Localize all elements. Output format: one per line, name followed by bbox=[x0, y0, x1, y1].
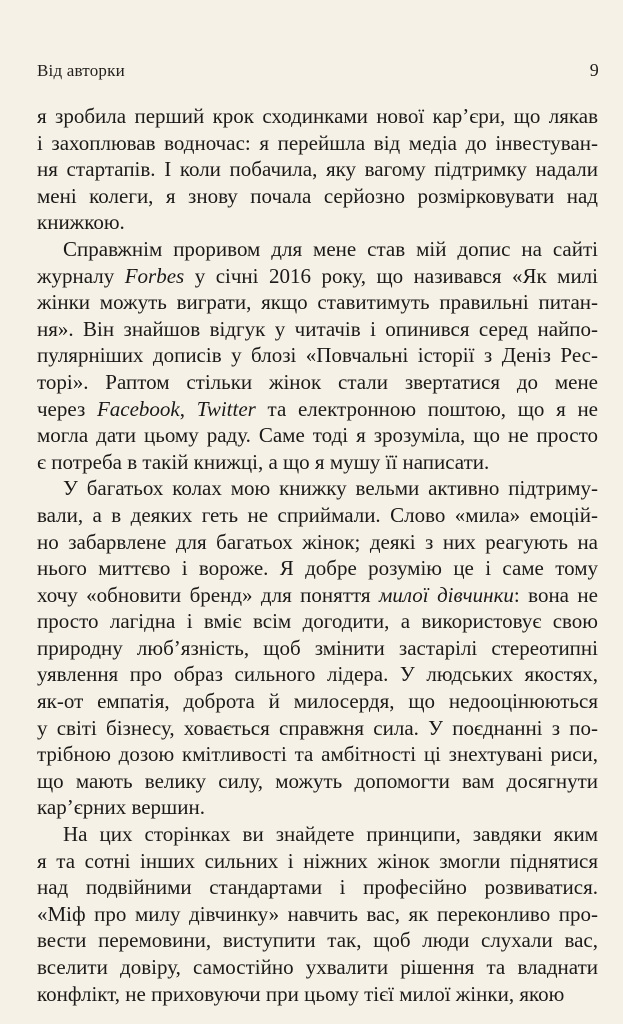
text-run: хочу «обновити бренд» для поняття bbox=[37, 582, 379, 607]
text-line bbox=[37, 156, 598, 183]
text-run: над подвійними стандартами і професійно розвиватися. bbox=[37, 875, 598, 900]
text-run: жінки можуть виграти, якщо ставитимуть правильні питан- bbox=[37, 290, 598, 315]
paragraph bbox=[37, 475, 598, 821]
paragraph bbox=[37, 236, 598, 475]
italic-text: Forbes bbox=[124, 263, 185, 288]
text-run: но забарвлене для багатьох жінок; деякі з них реагують на bbox=[37, 529, 598, 554]
text-line bbox=[37, 901, 598, 928]
text-line bbox=[37, 422, 598, 449]
text-line bbox=[37, 821, 598, 848]
text-line bbox=[37, 715, 598, 742]
text-run: через bbox=[37, 396, 97, 421]
text-run: вселити довіру, самостійно ухвалити рішення та владнати bbox=[37, 955, 598, 979]
text-line bbox=[37, 263, 598, 290]
text-line bbox=[37, 502, 598, 529]
text-run: уявлення про образ сильного лідера. У людських якостях, bbox=[37, 662, 598, 687]
text-line bbox=[37, 981, 598, 1008]
text-run: у січні 2016 року, що називався «Як милі bbox=[184, 263, 598, 288]
text-run: як-от емпатія, доброта й милосердя, що недооцінюються bbox=[37, 689, 598, 714]
italic-text: Facebook bbox=[96, 396, 180, 421]
text-line bbox=[37, 183, 598, 210]
text-line bbox=[37, 475, 598, 502]
text-line bbox=[37, 555, 598, 582]
text-run: журналу bbox=[37, 263, 125, 288]
text-run: кар’єрних вершин. bbox=[37, 795, 205, 820]
paragraph bbox=[37, 821, 598, 1007]
text-run: торі». Раптом стільки жінок стали звертатися до мене bbox=[37, 369, 598, 394]
text-line bbox=[37, 369, 598, 396]
text-line bbox=[37, 130, 598, 157]
text-line bbox=[37, 874, 598, 901]
text-line bbox=[37, 396, 598, 423]
text-line bbox=[37, 582, 598, 609]
text-run: пулярніших дописів у блозі «Повчальні історії з Деніз Рес- bbox=[37, 343, 598, 368]
text-line bbox=[37, 794, 598, 821]
text-line bbox=[37, 316, 598, 343]
text-run: вали, а в деяких геть не сприймали. Слово «мила» емоцій- bbox=[37, 502, 598, 527]
text-line bbox=[37, 741, 598, 768]
text-run: та електронною поштою, що я не bbox=[255, 396, 599, 421]
text-line bbox=[37, 768, 598, 795]
text-run: ня». Він знайшов відгук у читачів і опинився серед найпо- bbox=[37, 316, 598, 341]
text-run: я та сотні інших сильних і ніжних жінок змогли піднятися bbox=[37, 848, 598, 873]
text-run: Справжнім проривом для мене став мій допис на сайті bbox=[63, 236, 598, 261]
text-line bbox=[37, 635, 598, 662]
text-line bbox=[37, 342, 598, 369]
text-run: що мають велику силу, можуть допомогти вам досягнути bbox=[37, 768, 598, 793]
text-line bbox=[37, 529, 598, 556]
text-line bbox=[37, 289, 598, 316]
text-run: просто лагідна і вміє всім догодити, а використовує свою bbox=[37, 609, 598, 634]
text-run: природну люб’язність, щоб змінити застарілі стереотипні bbox=[37, 635, 598, 660]
text-line bbox=[37, 608, 598, 635]
text-run: трібною дозою кмітливості та амбітності ці знехтувані риси, bbox=[37, 742, 598, 767]
text-run: : вона не bbox=[513, 582, 598, 607]
text-run: я зробила перший крок сходинками нової кар’єри, що лякав bbox=[37, 104, 598, 128]
italic-text: милої дівчинки bbox=[378, 582, 514, 607]
text-line bbox=[37, 927, 598, 954]
text-line bbox=[37, 848, 598, 875]
body-text bbox=[37, 103, 598, 1007]
text-run: є потреба в такій книжці, а що я мушу її написати. bbox=[37, 449, 490, 474]
text-run: книжкою. bbox=[37, 210, 125, 235]
text-line bbox=[37, 449, 598, 476]
text-line bbox=[37, 661, 598, 688]
text-run: могла дати цьому раду. Саме тоді я зрозуміла, що не просто bbox=[37, 423, 598, 448]
text-run: вести перемовини, виступити так, щоб люди слухали вас, bbox=[37, 928, 598, 953]
running-title: Від авторки bbox=[37, 61, 125, 80]
paragraph bbox=[37, 103, 598, 236]
italic-text: Twitter bbox=[196, 396, 256, 421]
text-line bbox=[37, 103, 598, 130]
text-run: ня стартапів. І коли побачила, яку вагому підтримку надали bbox=[37, 157, 598, 182]
text-run: конфлікт, не приховуючи при цьому тієї милої жінки, якою bbox=[37, 981, 565, 1006]
text-line bbox=[37, 688, 598, 715]
running-head bbox=[37, 60, 599, 81]
text-run: нього миттєво і вороже. Я добре розумію це і саме тому bbox=[37, 556, 598, 581]
text-line bbox=[37, 954, 598, 981]
text-line bbox=[37, 236, 598, 263]
text-run: мені колеги, я знову почала серйозно розмірковувати над bbox=[37, 183, 598, 208]
text-run: у світі бізнесу, ховається справжня сила. У поєднанні з по- bbox=[37, 715, 598, 740]
text-line bbox=[37, 209, 598, 236]
page-number: 9 bbox=[589, 60, 599, 80]
text-run: У багатьох колах мою книжку вельми активно підтриму- bbox=[63, 476, 598, 501]
text-run: і захоплював водночас: я перейшла від медіа до інвестуван- bbox=[37, 130, 598, 155]
text-run: «Міф про милу дівчинку» навчить вас, як переконливо про- bbox=[37, 901, 598, 926]
text-run: , bbox=[179, 396, 197, 421]
text-run: На цих сторінках ви знайдете принципи, завдяки яким bbox=[63, 822, 598, 847]
